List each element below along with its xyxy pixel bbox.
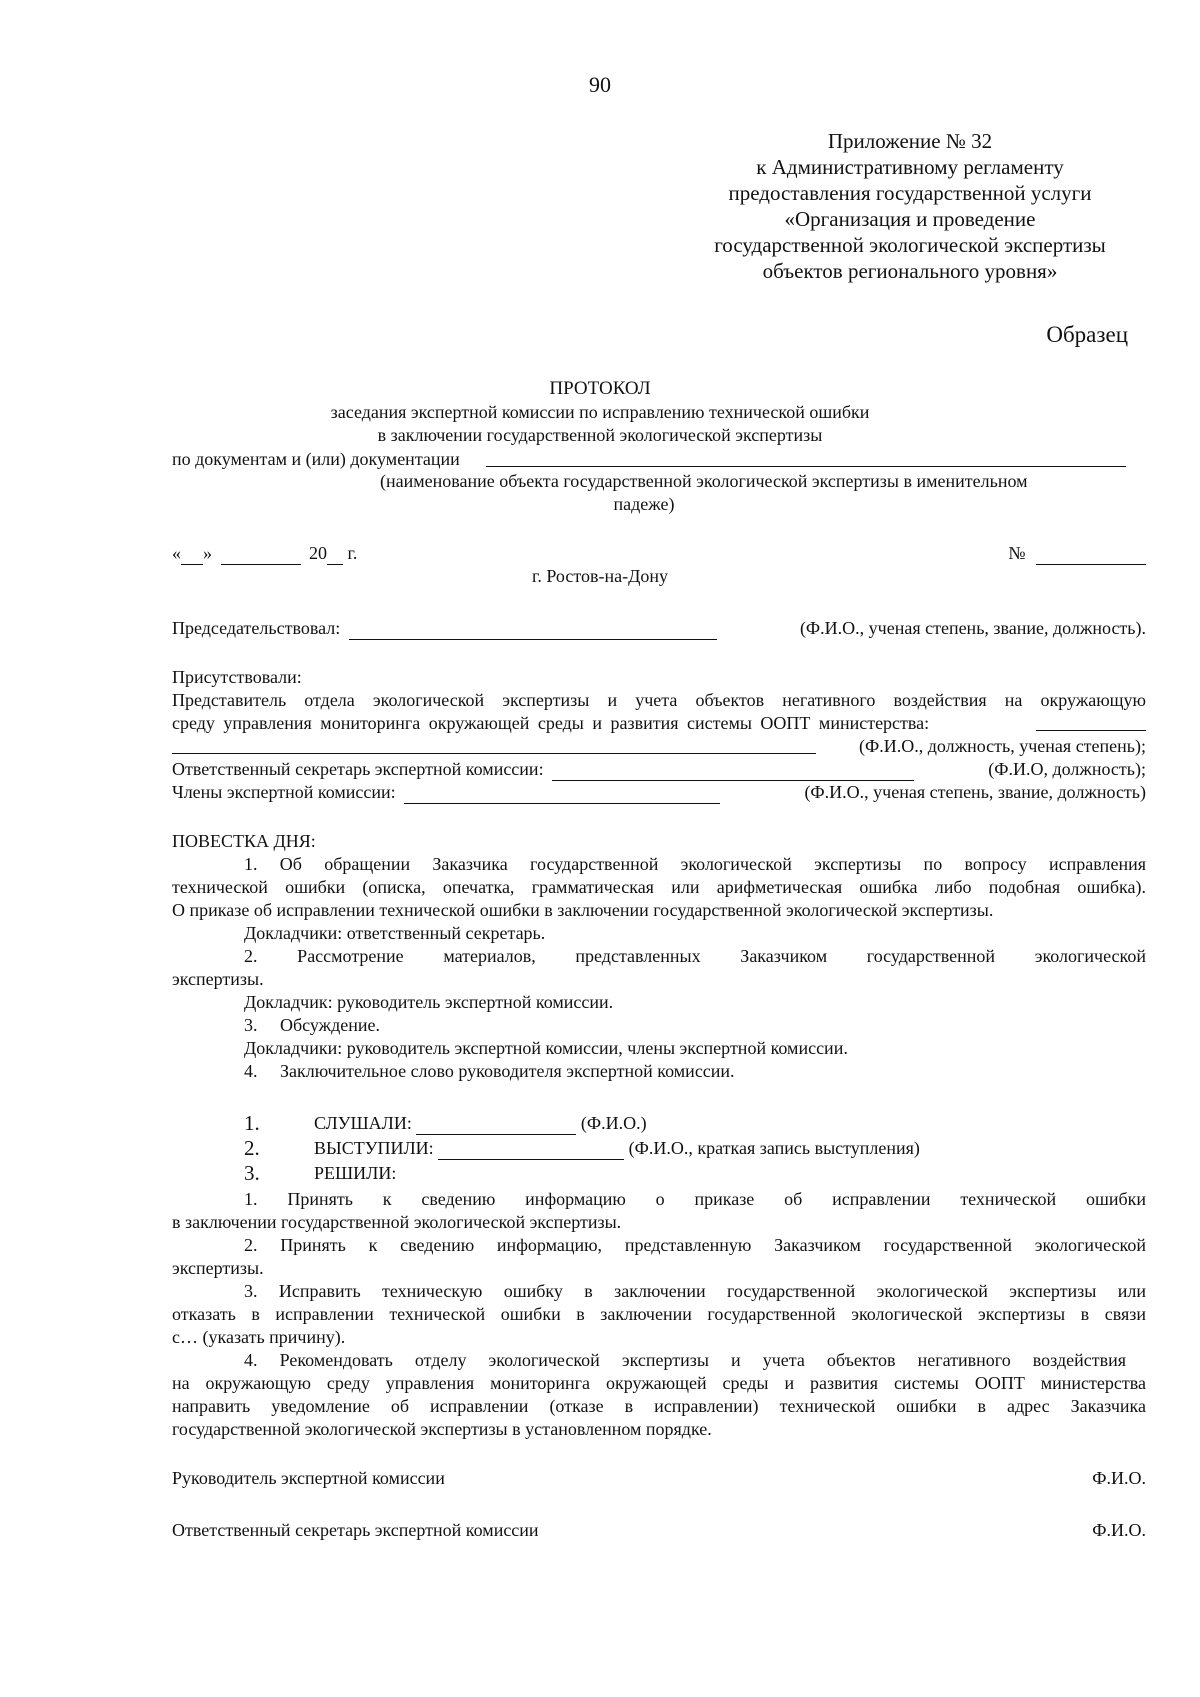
spoke-hint: (Ф.И.О., краткая запись выступления) [628,1138,920,1158]
decision-3-cont: отказать в исправлении технической ошибки в заключении государственной экологической экспертизы в связи [172,1304,1146,1324]
representative-line: Представитель отдела экологической экспертизы и учета объектов негативного воздействия на окружающую [172,690,1146,710]
spoke-body [314,1137,920,1160]
decided-label: РЕШИЛИ: [314,1163,397,1183]
protocol-number [1008,542,1146,565]
year-suffix: г. [347,543,358,563]
appendix-line: «Организация и проведение [784,207,1036,231]
representative-blank2[interactable] [172,753,816,754]
secretary-name: Ф.И.О. [1092,1520,1146,1540]
documentation-label: по документам и (или) документации [172,449,460,469]
heard-label: СЛУШАЛИ: [314,1113,412,1133]
representative-hint: (Ф.И.О., должность, ученая степень); [859,736,1146,756]
appendix-line: объектов регионального уровня» [762,259,1058,283]
appendix-line: государственной экологической экспертизы [714,233,1106,257]
secretary-signature-label: Ответственный секретарь экспертной комиссии [172,1520,539,1540]
heard-body [314,1112,647,1135]
year-blank[interactable] [327,548,343,565]
decided-number: 3. [244,1161,260,1185]
appendix-header [690,128,1130,284]
day-blank[interactable] [181,548,203,565]
sample-label: Образец [1046,322,1128,347]
decision-3: 3. Исправить техническую ошибку в заключении государственной экологической экспертизы или [244,1281,1146,1301]
title-line: заседания экспертной комиссии по исправлению технической ошибки [330,402,870,422]
documentation-blank[interactable] [486,466,1126,467]
protocol-heading: ПРОТОКОЛ [549,378,651,399]
heard-blank[interactable] [416,1118,576,1135]
agenda-item-3: 3. Обсуждение. [244,1015,381,1035]
agenda-speakers: Докладчики: руководитель экспертной комиссии, члены экспертной комиссии. [244,1038,848,1058]
decision-2: 2. Принять к сведению информацию, представленную Заказчиком государственной экологической [244,1235,1146,1255]
agenda-item-1-cont: О приказе об исправлении технической ошибки в заключении государственной экологической экспертизы. [172,900,994,920]
signature-head [172,1467,1146,1490]
secretary-label: Ответственный секретарь экспертной комиссии: [172,759,544,779]
appendix-line: Приложение № 32 [827,129,993,153]
decision-4: 4. Рекомендовать отделу экологической экспертизы и учета объектов негативного воздействия [244,1350,1126,1370]
representative-blank[interactable] [1036,730,1146,731]
present-label: Присутствовали: [172,667,302,687]
members-label: Члены экспертной комиссии: [172,782,396,802]
decision-1: 1. Принять к сведению информацию о приказе об исправлении технической ошибки [244,1189,1146,1209]
decision-4-cont: на окружающую среду управления мониторинга окружающей среды и развития системы ООПТ министерства [172,1373,1146,1393]
appendix-line: к Административному регламенту [756,155,1064,179]
year-prefix: 20 [309,543,327,563]
decided-line [244,1162,1200,1186]
date-quote: » [203,543,212,563]
heard-line [244,1112,1200,1136]
agenda-item-4: 4. Заключительное слово руководителя экспертной комиссии. [244,1061,735,1081]
agenda-item-1-cont: технической ошибки (описка, опечатка, грамматическая или арифметическая ошибка либо подобная ошибка). [172,877,1146,897]
signature-secretary [172,1519,1146,1542]
chair-blank[interactable] [349,623,717,640]
appendix-line: предоставления государственной услуги [728,181,1092,205]
decision-2-cont: экспертизы. [172,1258,264,1278]
spoke-number: 2. [244,1136,260,1160]
chair-line [172,617,1146,640]
decision-4-cont: государственной экологической экспертизы в установленном порядке. [172,1419,712,1439]
month-blank[interactable] [221,548,301,565]
members-blank[interactable] [404,787,720,804]
agenda-item-1: 1. Об обращении Заказчика государственной экологической экспертизы по вопросу исправления [244,854,1146,874]
members-line [172,781,1146,804]
decision-3-cont: с… (указать причину). [172,1327,346,1347]
head-label: Руководитель экспертной комиссии [172,1468,445,1488]
object-caption: (наименование объекта государственной экологической экспертизы в именительном [380,471,1028,491]
representative-text: среду управления мониторинга окружающей среды и развития системы ООПТ министерства: [172,713,930,733]
date-quote: « [172,543,181,563]
agenda-heading: ПОВЕСТКА ДНЯ: [172,831,316,851]
date-number-line [172,542,1146,565]
spoke-blank[interactable] [438,1143,624,1160]
chair-hint: (Ф.И.О., ученая степень, звание, должность). [799,618,1146,638]
head-name: Ф.И.О. [1092,1468,1146,1488]
title-line: в заключении государственной экологической экспертизы [377,425,823,445]
chair-label: Председательствовал: [172,618,341,638]
spoke-label: ВЫСТУПИЛИ: [314,1138,434,1158]
heard-number: 1. [244,1111,260,1135]
heard-hint: (Ф.И.О.) [580,1113,647,1133]
representative-line2 [172,712,1146,735]
number-blank[interactable] [1036,548,1146,565]
agenda-speaker: Докладчик: руководитель экспертной комиссии. [244,992,614,1012]
city: г. Ростов-на-Дону [531,566,668,586]
secretary-blank[interactable] [552,764,914,781]
members-hint: (Ф.И.О., ученая степень, звание, должность) [804,782,1146,802]
documentation-line [172,448,1146,471]
decision-1-cont: в заключении государственной экологической экспертизы. [172,1212,622,1232]
spoke-line [244,1137,1200,1161]
agenda-item-2: 2. Рассмотрение материалов, представленных Заказчиком государственной экологической [244,946,1146,966]
number-label: № [1008,543,1026,563]
agenda-item-2-cont: экспертизы. [172,969,264,989]
secretary-line [172,758,1146,781]
agenda-speakers: Докладчики: ответственный секретарь. [244,923,546,943]
page-number: 90 [589,72,611,97]
object-caption: падеже) [613,494,675,514]
secretary-hint: (Ф.И.О, должность); [988,759,1146,779]
decision-4-cont: направить уведомление об исправлении (отказе в исправлении) технической ошибки в адрес Заказчика [172,1396,1146,1416]
